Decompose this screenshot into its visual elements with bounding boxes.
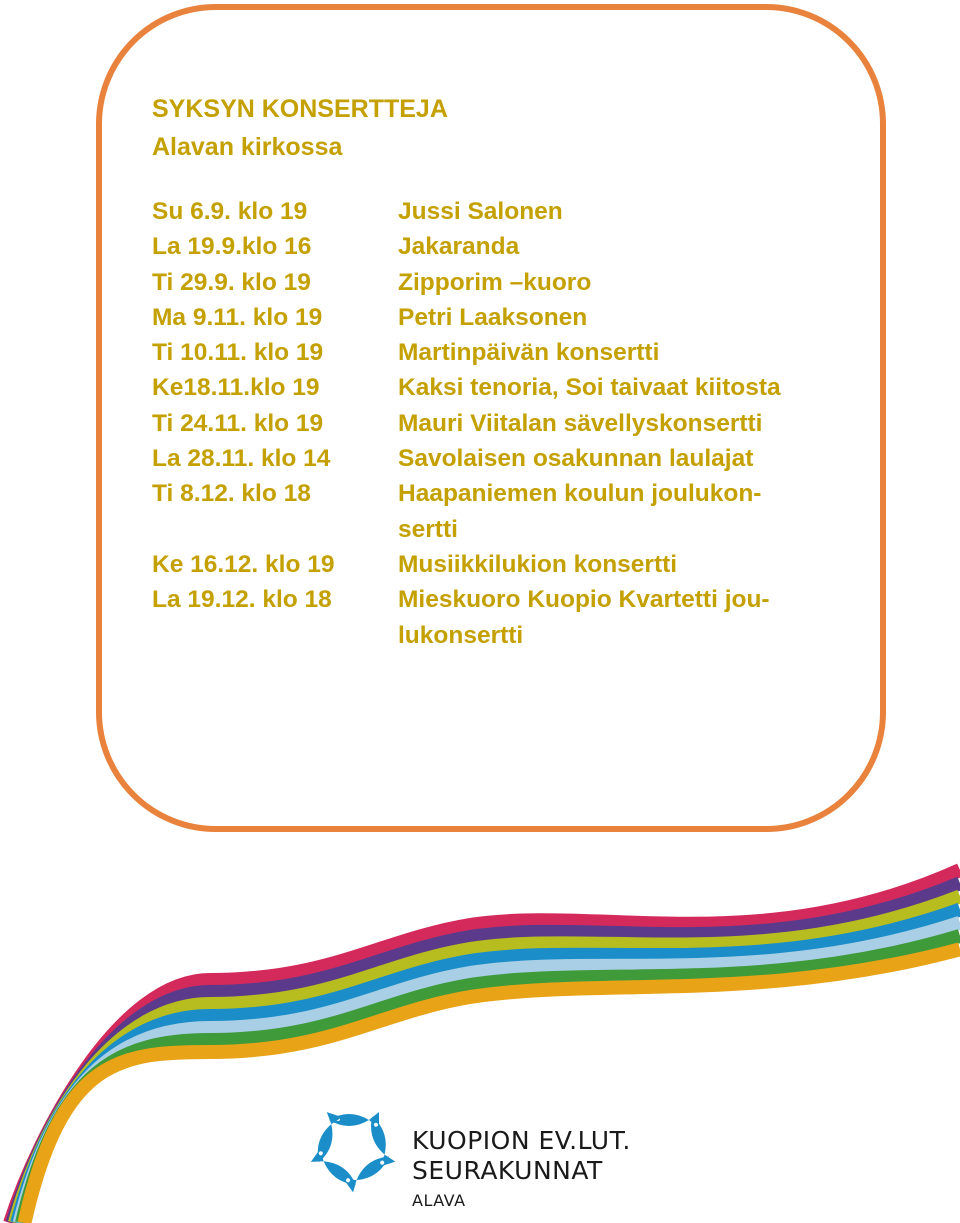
concert-date: Ti 24.11. klo 19 xyxy=(152,409,324,437)
concert-date: La 28.11. klo 14 xyxy=(152,445,331,473)
concert-title: Petri Laaksonen xyxy=(398,303,588,331)
list-item xyxy=(152,335,852,370)
concert-title: Zipporim –kuoro xyxy=(398,268,592,296)
org-location: ALAVA xyxy=(412,1191,466,1210)
concert-date: Ti 10.11. klo 19 xyxy=(152,339,324,367)
concert-date: La 19.12. klo 18 xyxy=(152,586,332,614)
page-subtitle: Alavan kirkossa xyxy=(152,133,343,161)
concert-title: Savolaisen osakunnan laulajat xyxy=(398,445,754,473)
concert-date: Su 6.9. klo 19 xyxy=(152,198,308,225)
heading xyxy=(152,90,448,166)
concert-schedule xyxy=(152,194,852,653)
concert-title: Musiikkilukion konsertti xyxy=(398,550,678,578)
page-title: SYKSYN KONSERTTEJA xyxy=(152,95,448,123)
concert-title: Martinpäivän konsertti xyxy=(398,339,660,367)
concert-title: Mieskuoro Kuopio Kvartetti jou- lukonsertti xyxy=(398,586,770,649)
concert-date: Ti 8.12. klo 18 xyxy=(152,480,311,508)
org-name-line2: SEURAKUNNAT xyxy=(412,1156,603,1185)
concert-title: Haapaniemen koulun joulukon- sertti xyxy=(398,480,762,543)
five-fish-star-icon xyxy=(300,1098,406,1198)
list-item xyxy=(152,194,852,229)
list-item xyxy=(152,229,852,264)
list-item xyxy=(152,476,852,547)
concert-title: Mauri Viitalan sävellyskonsertti xyxy=(398,409,763,437)
list-item xyxy=(152,547,852,582)
list-item xyxy=(152,406,852,441)
concert-title: Jakaranda xyxy=(398,233,520,261)
list-item xyxy=(152,441,852,476)
concert-date: Ke 16.12. klo 19 xyxy=(152,550,335,578)
concert-date: Ti 29.9. klo 19 xyxy=(152,268,311,296)
organization-logo-text xyxy=(412,1126,631,1214)
list-item xyxy=(152,265,852,300)
list-item xyxy=(152,300,852,335)
org-name-line1: KUOPION EV.LUT. xyxy=(412,1126,631,1155)
concert-date: Ke18.11.klo 19 xyxy=(152,374,320,402)
list-item xyxy=(152,370,852,405)
concert-title: Kaksi tenoria, Soi taivaat kiitosta xyxy=(398,374,781,402)
concert-date: La 19.9.klo 16 xyxy=(152,233,312,261)
concert-title: Jussi Salonen xyxy=(398,198,563,225)
concert-date: Ma 9.11. klo 19 xyxy=(152,303,323,331)
list-item xyxy=(152,582,852,653)
